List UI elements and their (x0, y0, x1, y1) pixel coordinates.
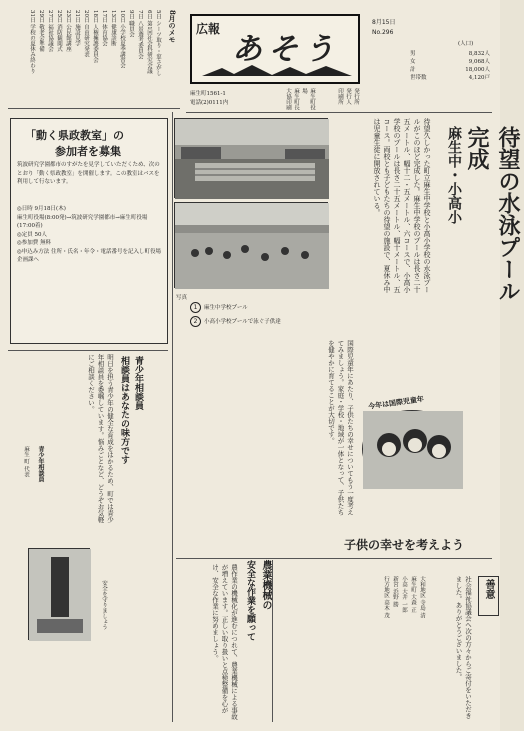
tour-item: 麻生町役場(8:00発)→筑波研究学園都市→麻生町役場(17:00着) (17, 214, 148, 229)
youth-headline-1: 青少年相談員 (133, 356, 143, 410)
pool-caption-1: 麻生中学校プール (204, 305, 248, 311)
pool-body-text: 待望久しかった町立麻生中学校と小高小学校の水泳プールがこのほど完成した。麻生中学校のプールは長さ二十五メートル、幅十二・五メートル、六コースで、小高小学校のプールは長さ二十五メートル、幅十メートル、五コース。両校とも子どもたちの待望の施設で、夏休み中は児童生徒に開放されている。 (373, 118, 431, 293)
number-one-icon: 1 (190, 302, 201, 313)
memo-entry: 25日 消防観閲式 (56, 10, 62, 52)
good-deeds-headline: 善意 (478, 576, 499, 616)
memo-entry: 10日 小学校夏季講習会 (119, 10, 125, 69)
population-row: 女 9,068人 (410, 59, 490, 65)
pool-subhead: 麻生中・小高小 (446, 126, 462, 224)
memo-entry: 13日 健康診断 (110, 10, 116, 47)
farm-headline-1: 農業機械の (260, 560, 271, 610)
memo-entry: 7日 八景選考委員会 (137, 10, 143, 60)
tour-body: 筑波研究学園都市のすがたを見学していただくため、次のとおり「動く県政教室」を開催します。この教室はバスを利用して行ないます。 (17, 162, 160, 185)
donor-entry: 大和地区 寺島 清 (419, 576, 425, 618)
safety-poster (28, 548, 90, 640)
tour-item: ◎参加費 無料 (17, 240, 52, 246)
memo-entry: 17日 体育協会 (101, 10, 107, 47)
masthead-logo: 広報 (196, 22, 221, 36)
pool-photo-2 (174, 202, 328, 288)
population-label: (人口) (458, 41, 474, 47)
children-photo (362, 410, 462, 488)
pool-headline: 待望の水泳プール完成 (464, 126, 521, 302)
farm-headline-2: 安全な作業を願って (245, 560, 255, 641)
divider (186, 112, 492, 113)
publisher-info: 発行所 発行人 印刷所 麻生町役場 麻生町長 大協印刷 麻生町1561-1 電話(2)0111内 (190, 88, 359, 110)
tour-item: ◎定員 50人 (17, 231, 48, 238)
donor-entry: 麻生町 大森 正 (410, 576, 416, 613)
tour-item: ◎申込み方法 住所・氏名・年令・電話番号を記入し町役場企画課へ (17, 248, 162, 263)
population-table (410, 50, 490, 82)
pool-caption-title: 写真 (176, 295, 188, 301)
memo-entry: 27日 福祉協議会 (47, 10, 53, 52)
good-deeds-donors (280, 576, 426, 722)
donor-entry: 新宮 浜野 勝 (392, 576, 398, 607)
youth-body: 明日を担う青少年の健全な育成をはかるため、町では青少年相談員を委嘱しています。悩みごとなど、どうぞお気軽にご相談ください。 (87, 354, 114, 523)
memo-title: 8月のメモ (168, 10, 177, 43)
pool-caption-2: 小高小学校プールで泳ぐ子供達 (204, 319, 281, 325)
children-headline: 子供の幸せを考えよう (344, 538, 465, 552)
farm-body: 農作業の機械化が進むにつれて、農業機械による事故が増えています。正しい取り扱いと点検整備を心がけ、安全な作業に努めましょう。 (211, 564, 238, 720)
masthead (190, 14, 360, 84)
divider (8, 350, 168, 351)
memo-entry: 21日 施設見学 (74, 10, 80, 47)
number-two-icon: 2 (190, 316, 201, 327)
memo-entry: 9日 職員会 (128, 10, 134, 38)
tour-headline-1: 「動く県政教室」の (25, 129, 124, 142)
masthead-title: あそう (232, 32, 340, 67)
youth-signature-role: 青少年相談員 (37, 446, 44, 482)
memo-list (10, 10, 162, 106)
donor-entry: 小高 大井 一郎 (401, 576, 407, 613)
tour-item: ◎日時 9月18日(木) (17, 206, 66, 212)
youth-signature-name: 麻生 町 代表 (23, 446, 29, 477)
population-row: 計 18,000人 (410, 67, 490, 73)
population-row: 世帯数 4,120戸 (410, 75, 490, 81)
memo-entry: 5日 シーツ取り・窓さがし (155, 10, 161, 76)
divider (272, 560, 273, 722)
youth-headline-2: 相談員はあなたの味方です (119, 356, 129, 464)
memo-entry: 20日 自由研究発表 (83, 10, 89, 58)
tour-headline-2: 参加者を募集 (55, 145, 121, 158)
population-row: 男 8,832人 (410, 51, 490, 57)
memo-entry: 18日 人権擁護委員会 (92, 10, 98, 63)
good-deeds-body: 社会福祉協議会へ次の方々からご寄付をいただきました。ありがとうございました。 (454, 576, 472, 719)
divider (172, 112, 173, 722)
children-year-badge: 今年は国際児童年 (367, 394, 425, 411)
issue-date: 8月15日 (372, 19, 396, 26)
divider (8, 108, 180, 109)
memo-entry: 6日 第1回社会科研究会議 (146, 10, 152, 74)
donor-entry: 行方地区 高木 茂 (383, 576, 389, 618)
memo-entry: 23日 公民館講座 (65, 10, 71, 52)
divider (176, 558, 492, 559)
hills-logo-icon (202, 62, 352, 78)
pool-photo-1 (174, 118, 328, 198)
issue-number: No.296 (372, 29, 394, 36)
tour-box (10, 118, 168, 344)
tour-items (17, 205, 163, 265)
safety-badge-text: 安全を守りましょう (101, 580, 107, 630)
memo-entry: 29日 敬老会準備 (38, 10, 44, 52)
children-body: 国際児童年にあたり、子供たちの幸せについてもう一度考えてみましょう。家庭・学校・地域が一体となって、子供たちを健やかに育てることが大切です。 (327, 340, 354, 516)
memo-entry: 31日 学校の夏休み終わり (29, 10, 35, 74)
